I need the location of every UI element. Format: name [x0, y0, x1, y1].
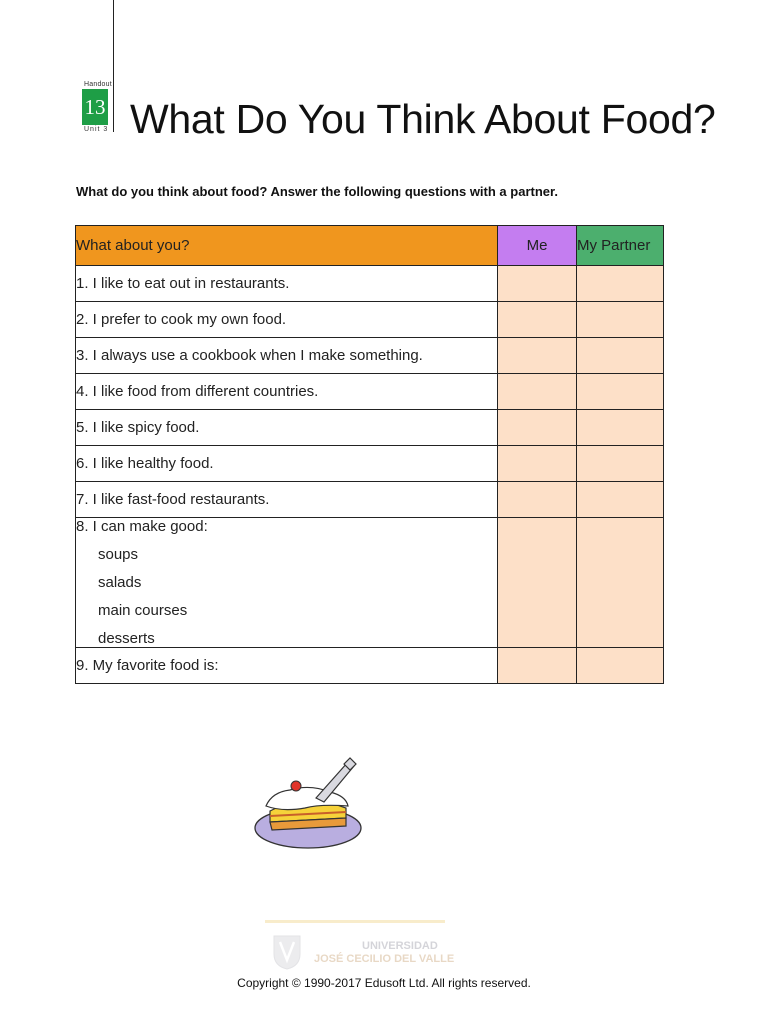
table-header-row: [76, 226, 664, 266]
handout-number: 13: [82, 89, 108, 125]
header-partner: My Partner: [577, 226, 664, 266]
university-logo-icon: [272, 934, 302, 970]
answer-partner[interactable]: [577, 410, 664, 446]
table-row: [76, 338, 664, 374]
question-text: 5. I like spicy food.: [76, 410, 498, 446]
table-row: [76, 266, 664, 302]
answer-partner[interactable]: [577, 648, 664, 684]
table-row: [76, 302, 664, 338]
answer-me[interactable]: [498, 410, 577, 446]
header-me: Me: [498, 226, 577, 266]
answer-partner[interactable]: [577, 482, 664, 518]
answer-me[interactable]: [498, 374, 577, 410]
copyright-notice: Copyright © 1990-2017 Edusoft Ltd. All rights reserved.: [237, 976, 531, 990]
answer-me[interactable]: [498, 482, 577, 518]
answer-partner[interactable]: [577, 374, 664, 410]
table-row: [76, 410, 664, 446]
question-text: 1. I like to eat out in restaurants.: [76, 266, 498, 302]
instructions: What do you think about food? Answer the following questions with a partner.: [76, 184, 558, 199]
food-questionnaire-table: [75, 225, 664, 684]
question-text: 8. I can make good:: [76, 518, 208, 535]
answer-partner[interactable]: [577, 302, 664, 338]
handout-label: Handout: [84, 81, 112, 88]
answer-me[interactable]: [498, 648, 577, 684]
table-row: [76, 374, 664, 410]
answer-partner[interactable]: [577, 338, 664, 374]
table-row: [76, 518, 664, 648]
unit-label: Unit 3: [84, 126, 109, 133]
question-text: 4. I like food from different countries.: [76, 374, 498, 410]
question-text: 9. My favorite food is:: [76, 648, 498, 684]
answer-me[interactable]: [498, 338, 577, 374]
answer-partner[interactable]: [577, 266, 664, 302]
table-row: [76, 446, 664, 482]
answer-partner[interactable]: [577, 518, 664, 648]
answer-me[interactable]: [498, 302, 577, 338]
watermark-line2: JOSÉ CECILIO DEL VALLE: [314, 953, 455, 965]
answer-partner[interactable]: [577, 446, 664, 482]
question-text: 2. I prefer to cook my own food.: [76, 302, 498, 338]
table-row: [76, 482, 664, 518]
question-text: 7. I like fast-food restaurants.: [76, 482, 498, 518]
answer-me[interactable]: [498, 266, 577, 302]
watermark-line1: UNIVERSIDAD: [362, 940, 438, 952]
page-title: What Do You Think About Food?: [130, 96, 716, 142]
sub-item: soups: [98, 546, 139, 563]
cake-illustration: [250, 756, 370, 856]
question-text: 6. I like healthy food.: [76, 446, 498, 482]
answer-me[interactable]: [498, 446, 577, 482]
header-question: What about you?: [76, 226, 498, 266]
question-text: 3. I always use a cookbook when I make something.: [76, 338, 498, 374]
table-row: [76, 648, 664, 684]
answer-me[interactable]: [498, 518, 577, 648]
question-cell: [76, 518, 498, 648]
sub-item: salads: [98, 574, 142, 591]
sub-item: main courses: [98, 602, 188, 619]
header-divider: [113, 0, 114, 132]
watermark-rule: [265, 920, 445, 923]
sub-item: desserts: [98, 630, 155, 647]
